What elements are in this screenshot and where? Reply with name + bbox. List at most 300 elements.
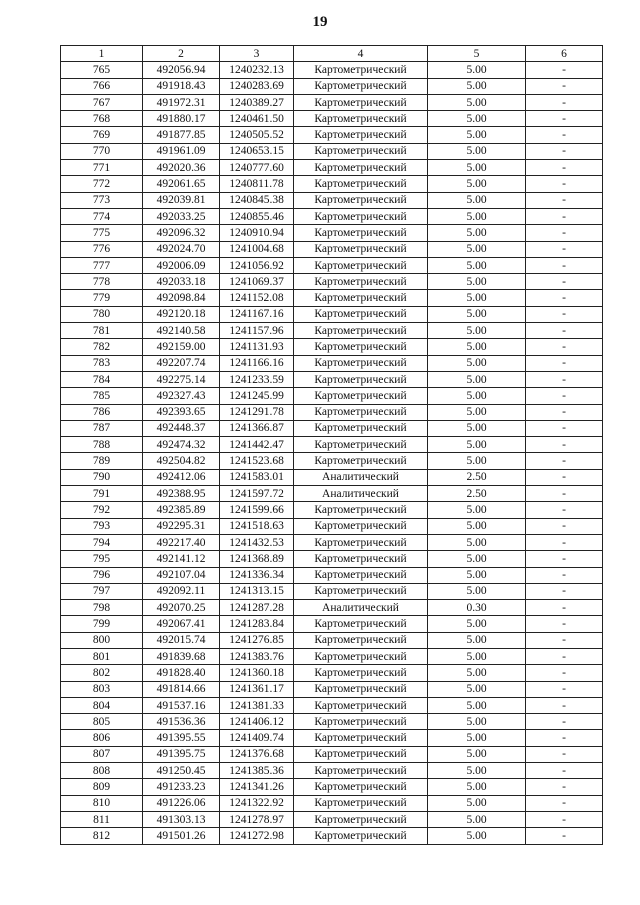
table-row	[61, 371, 603, 387]
table-cell: 5.00	[428, 453, 526, 469]
table-cell: 811	[61, 811, 143, 827]
table-cell: Картометрический	[294, 811, 428, 827]
table-cell: 491501.26	[143, 828, 220, 844]
table-cell: 492033.25	[143, 208, 220, 224]
table-cell: 492092.11	[143, 583, 220, 599]
table-cell: -	[526, 143, 603, 159]
table-row	[61, 143, 603, 159]
table-row	[61, 306, 603, 322]
table-cell: 1241272.98	[220, 828, 294, 844]
table-cell: -	[526, 127, 603, 143]
table-cell: 5.00	[428, 583, 526, 599]
table-cell: -	[526, 779, 603, 795]
table-cell: 1241523.68	[220, 453, 294, 469]
table-cell: Картометрический	[294, 208, 428, 224]
table-cell: 788	[61, 437, 143, 453]
table-row	[61, 225, 603, 241]
table-cell: Картометрический	[294, 241, 428, 257]
table-cell: 778	[61, 274, 143, 290]
table-cell: 5.00	[428, 648, 526, 664]
table-row	[61, 437, 603, 453]
table-cell: Картометрический	[294, 665, 428, 681]
table-cell: 5.00	[428, 323, 526, 339]
table-cell: 0.30	[428, 600, 526, 616]
table-cell: 798	[61, 600, 143, 616]
table-cell: 1241157.96	[220, 323, 294, 339]
table-cell: 492388.95	[143, 486, 220, 502]
table-cell: Картометрический	[294, 583, 428, 599]
table-cell: 1241361.17	[220, 681, 294, 697]
table-cell: 1241278.97	[220, 811, 294, 827]
table-cell: 785	[61, 388, 143, 404]
table-cell: Картометрический	[294, 355, 428, 371]
table-cell: Картометрический	[294, 388, 428, 404]
table-row	[61, 94, 603, 110]
table-row	[61, 323, 603, 339]
table-cell: -	[526, 176, 603, 192]
table-row	[61, 779, 603, 795]
table-cell: 5.00	[428, 779, 526, 795]
table-row	[61, 404, 603, 420]
table-cell: -	[526, 323, 603, 339]
table-cell: -	[526, 290, 603, 306]
table-cell: 5.00	[428, 437, 526, 453]
table-cell: 491250.45	[143, 763, 220, 779]
table-cell: 491918.43	[143, 78, 220, 94]
column-header: 5	[428, 46, 526, 62]
table-cell: 5.00	[428, 518, 526, 534]
table-cell: -	[526, 795, 603, 811]
table-row	[61, 714, 603, 730]
coordinates-table	[60, 45, 603, 845]
table-row	[61, 290, 603, 306]
table-cell: 1241283.84	[220, 616, 294, 632]
table-cell: -	[526, 62, 603, 78]
table-cell: -	[526, 371, 603, 387]
table-cell: 5.00	[428, 339, 526, 355]
table-cell: 5.00	[428, 274, 526, 290]
table-cell: 492015.74	[143, 632, 220, 648]
table-cell: Картометрический	[294, 78, 428, 94]
table-cell: 1241341.26	[220, 779, 294, 795]
table-cell: 5.00	[428, 371, 526, 387]
table-cell: 491233.23	[143, 779, 220, 795]
table-cell: 779	[61, 290, 143, 306]
table-cell: 1240232.13	[220, 62, 294, 78]
table-row	[61, 795, 603, 811]
table-row	[61, 192, 603, 208]
table-cell: -	[526, 111, 603, 127]
table-row	[61, 632, 603, 648]
table-cell: -	[526, 567, 603, 583]
table-cell: Картометрический	[294, 127, 428, 143]
table-cell: Картометрический	[294, 404, 428, 420]
table-cell: -	[526, 469, 603, 485]
table-row	[61, 583, 603, 599]
table-cell: 808	[61, 763, 143, 779]
table-cell: 5.00	[428, 811, 526, 827]
column-header: 4	[294, 46, 428, 62]
table-cell: Картометрический	[294, 502, 428, 518]
table-cell: 5.00	[428, 111, 526, 127]
table-cell: -	[526, 697, 603, 713]
table-cell: -	[526, 648, 603, 664]
table-cell: 1241409.74	[220, 730, 294, 746]
table-cell: -	[526, 453, 603, 469]
table-cell: 5.00	[428, 404, 526, 420]
table-cell: 5.00	[428, 306, 526, 322]
column-header: 1	[61, 46, 143, 62]
table-cell: 492096.32	[143, 225, 220, 241]
table-cell: Картометрический	[294, 648, 428, 664]
table-cell: Картометрический	[294, 795, 428, 811]
table-row	[61, 681, 603, 697]
table-cell: Картометрический	[294, 697, 428, 713]
table-row	[61, 648, 603, 664]
table-cell: Аналитический	[294, 600, 428, 616]
table-cell: 492120.18	[143, 306, 220, 322]
table-cell: 1240855.46	[220, 208, 294, 224]
table-cell: 5.00	[428, 763, 526, 779]
table-cell: 789	[61, 453, 143, 469]
table-cell: 492217.40	[143, 534, 220, 550]
table-cell: 492039.81	[143, 192, 220, 208]
table-row	[61, 420, 603, 436]
table-cell: 793	[61, 518, 143, 534]
table-cell: 810	[61, 795, 143, 811]
table-cell: 787	[61, 420, 143, 436]
table-cell: 492006.09	[143, 257, 220, 273]
table-cell: -	[526, 714, 603, 730]
table-cell: 492098.84	[143, 290, 220, 306]
table-cell: 1241287.28	[220, 600, 294, 616]
table-cell: 1241322.92	[220, 795, 294, 811]
table-cell: -	[526, 339, 603, 355]
table-cell: -	[526, 551, 603, 567]
table-cell: -	[526, 437, 603, 453]
table-cell: -	[526, 404, 603, 420]
table-cell: Аналитический	[294, 486, 428, 502]
table-cell: -	[526, 306, 603, 322]
table-cell: 5.00	[428, 355, 526, 371]
table-cell: 492061.65	[143, 176, 220, 192]
table-cell: 1241167.16	[220, 306, 294, 322]
table-cell: 794	[61, 534, 143, 550]
table-cell: 5.00	[428, 208, 526, 224]
table-cell: Картометрический	[294, 306, 428, 322]
column-header: 3	[220, 46, 294, 62]
table-cell: 790	[61, 469, 143, 485]
table-cell: 804	[61, 697, 143, 713]
table-cell: 492141.12	[143, 551, 220, 567]
table-cell: Картометрический	[294, 160, 428, 176]
table-cell: 1241518.63	[220, 518, 294, 534]
table-cell: 5.00	[428, 502, 526, 518]
table-cell: -	[526, 518, 603, 534]
table-cell: Картометрический	[294, 567, 428, 583]
table-row	[61, 355, 603, 371]
table-cell: 768	[61, 111, 143, 127]
table-cell: Аналитический	[294, 469, 428, 485]
table-cell: 1241376.68	[220, 746, 294, 762]
table-cell: 1241056.92	[220, 257, 294, 273]
page-number: 19	[312, 14, 328, 30]
table-row	[61, 600, 603, 616]
table-cell: 786	[61, 404, 143, 420]
table-cell: Картометрический	[294, 192, 428, 208]
table-cell: 1241385.36	[220, 763, 294, 779]
table-body	[61, 62, 603, 844]
table-cell: Картометрический	[294, 681, 428, 697]
table-cell: -	[526, 192, 603, 208]
table-cell: 491880.17	[143, 111, 220, 127]
table-cell: 1241597.72	[220, 486, 294, 502]
table-cell: -	[526, 355, 603, 371]
table-cell: 5.00	[428, 616, 526, 632]
table-cell: -	[526, 811, 603, 827]
table-cell: 765	[61, 62, 143, 78]
table-row	[61, 616, 603, 632]
table-row	[61, 274, 603, 290]
table-cell: 780	[61, 306, 143, 322]
table-cell: 783	[61, 355, 143, 371]
table-cell: 1241166.16	[220, 355, 294, 371]
table-row	[61, 665, 603, 681]
table-cell: 492275.14	[143, 371, 220, 387]
table-cell: -	[526, 257, 603, 273]
table-cell: -	[526, 225, 603, 241]
table-cell: Картометрический	[294, 225, 428, 241]
table-cell: Картометрический	[294, 94, 428, 110]
table-row	[61, 160, 603, 176]
table-cell: 5.00	[428, 241, 526, 257]
table-cell: -	[526, 388, 603, 404]
table-cell: 491972.31	[143, 94, 220, 110]
table-cell: 492024.70	[143, 241, 220, 257]
table-cell: Картометрический	[294, 420, 428, 436]
table-cell: 492474.32	[143, 437, 220, 453]
table-cell: 5.00	[428, 225, 526, 241]
table-row	[61, 730, 603, 746]
table-cell: -	[526, 78, 603, 94]
table-cell: 5.00	[428, 127, 526, 143]
table-row	[61, 469, 603, 485]
table-cell: Картометрический	[294, 534, 428, 550]
table-cell: 799	[61, 616, 143, 632]
table-cell: -	[526, 502, 603, 518]
table-row	[61, 763, 603, 779]
table-cell: 1241432.53	[220, 534, 294, 550]
table-cell: 491303.13	[143, 811, 220, 827]
table-row	[61, 453, 603, 469]
table-cell: -	[526, 681, 603, 697]
table-cell: 5.00	[428, 257, 526, 273]
column-header: 6	[526, 46, 603, 62]
table-cell: Картометрический	[294, 551, 428, 567]
table-cell: 770	[61, 143, 143, 159]
table-cell: 2.50	[428, 486, 526, 502]
table-cell: 492385.89	[143, 502, 220, 518]
table-cell: -	[526, 94, 603, 110]
table-cell: 776	[61, 241, 143, 257]
table-cell: 492393.65	[143, 404, 220, 420]
table-cell: Картометрический	[294, 616, 428, 632]
table-cell: 5.00	[428, 697, 526, 713]
table-cell: 5.00	[428, 534, 526, 550]
table-cell: 1241599.66	[220, 502, 294, 518]
table-cell: 5.00	[428, 730, 526, 746]
table-cell: -	[526, 746, 603, 762]
table-cell: 812	[61, 828, 143, 844]
table-cell: 1240811.78	[220, 176, 294, 192]
table-cell: Картометрический	[294, 763, 428, 779]
table-cell: 492295.31	[143, 518, 220, 534]
table-cell: -	[526, 241, 603, 257]
table-row	[61, 257, 603, 273]
table-cell: 491828.40	[143, 665, 220, 681]
table-cell: 5.00	[428, 551, 526, 567]
table-cell: 1241406.12	[220, 714, 294, 730]
table-cell: 492140.58	[143, 323, 220, 339]
table-cell: 767	[61, 94, 143, 110]
table-cell: 795	[61, 551, 143, 567]
table-cell: Картометрический	[294, 730, 428, 746]
table-cell: Картометрический	[294, 518, 428, 534]
table-cell: -	[526, 208, 603, 224]
table-cell: -	[526, 730, 603, 746]
table-cell: 772	[61, 176, 143, 192]
table-cell: 492070.25	[143, 600, 220, 616]
table-cell: 5.00	[428, 828, 526, 844]
table-cell: 5.00	[428, 714, 526, 730]
table-cell: Картометрический	[294, 143, 428, 159]
table-cell: 1240505.52	[220, 127, 294, 143]
table-cell: Картометрический	[294, 828, 428, 844]
table-cell: 1241383.76	[220, 648, 294, 664]
table-cell: 5.00	[428, 567, 526, 583]
table-cell: 5.00	[428, 62, 526, 78]
table-cell: 809	[61, 779, 143, 795]
table-cell: 1241291.78	[220, 404, 294, 420]
table-cell: 1241233.59	[220, 371, 294, 387]
table-cell: 771	[61, 160, 143, 176]
table-row	[61, 339, 603, 355]
table-cell: 1240653.15	[220, 143, 294, 159]
table-cell: 769	[61, 127, 143, 143]
table-row	[61, 111, 603, 127]
table-row	[61, 746, 603, 762]
table-cell: 766	[61, 78, 143, 94]
table-cell: -	[526, 828, 603, 844]
table-cell: 1241313.15	[220, 583, 294, 599]
table-cell: 792	[61, 502, 143, 518]
table-cell: Картометрический	[294, 453, 428, 469]
table-row	[61, 127, 603, 143]
table-cell: -	[526, 763, 603, 779]
table-cell: 796	[61, 567, 143, 583]
table-row	[61, 551, 603, 567]
table-cell: 491395.75	[143, 746, 220, 762]
table-cell: 492067.41	[143, 616, 220, 632]
table-cell: 492448.37	[143, 420, 220, 436]
table-cell: 801	[61, 648, 143, 664]
table-cell: 1240461.50	[220, 111, 294, 127]
table-cell: 491537.16	[143, 697, 220, 713]
table-cell: 491961.09	[143, 143, 220, 159]
table-cell: 1241152.08	[220, 290, 294, 306]
table-cell: Картометрический	[294, 257, 428, 273]
table-row	[61, 811, 603, 827]
table-cell: 1241336.34	[220, 567, 294, 583]
table-cell: 492412.06	[143, 469, 220, 485]
table-row	[61, 208, 603, 224]
table-header-row	[61, 46, 603, 62]
table-cell: 5.00	[428, 176, 526, 192]
table-cell: Картометрический	[294, 339, 428, 355]
table-cell: 1241245.99	[220, 388, 294, 404]
table-cell: 5.00	[428, 78, 526, 94]
table-cell: 777	[61, 257, 143, 273]
table-cell: 5.00	[428, 388, 526, 404]
table-cell: 492327.43	[143, 388, 220, 404]
table-cell: Картометрический	[294, 111, 428, 127]
table-cell: 1240777.60	[220, 160, 294, 176]
table-cell: 492020.36	[143, 160, 220, 176]
table-cell: 5.00	[428, 632, 526, 648]
table-cell: -	[526, 534, 603, 550]
table-cell: 805	[61, 714, 143, 730]
table-row	[61, 828, 603, 844]
table-cell: 492159.00	[143, 339, 220, 355]
table-cell: 806	[61, 730, 143, 746]
table-cell: 1240910.94	[220, 225, 294, 241]
table-cell: 491226.06	[143, 795, 220, 811]
table-cell: 5.00	[428, 681, 526, 697]
table-cell: 803	[61, 681, 143, 697]
table-cell: 492207.74	[143, 355, 220, 371]
table-cell: Картометрический	[294, 323, 428, 339]
table-cell: 492504.82	[143, 453, 220, 469]
table-row	[61, 78, 603, 94]
table-row	[61, 241, 603, 257]
table-cell: Картометрический	[294, 274, 428, 290]
table-cell: 491839.68	[143, 648, 220, 664]
table-cell: 5.00	[428, 143, 526, 159]
table-cell: 1240845.38	[220, 192, 294, 208]
table-cell: 782	[61, 339, 143, 355]
table-cell: 5.00	[428, 94, 526, 110]
table-cell: 802	[61, 665, 143, 681]
table-cell: 775	[61, 225, 143, 241]
table-cell: Картометрический	[294, 779, 428, 795]
table-cell: 800	[61, 632, 143, 648]
table-cell: 1241004.68	[220, 241, 294, 257]
table-cell: 5.00	[428, 420, 526, 436]
table-cell: -	[526, 274, 603, 290]
table-cell: 1241583.01	[220, 469, 294, 485]
table-cell: 492033.18	[143, 274, 220, 290]
table-row	[61, 502, 603, 518]
table-cell: Картометрический	[294, 371, 428, 387]
table-cell: -	[526, 665, 603, 681]
table-cell: 1241368.89	[220, 551, 294, 567]
table-cell: 784	[61, 371, 143, 387]
table-cell: -	[526, 583, 603, 599]
table-cell: 2.50	[428, 469, 526, 485]
table-row	[61, 518, 603, 534]
table-cell: 781	[61, 323, 143, 339]
table-cell: 491395.55	[143, 730, 220, 746]
